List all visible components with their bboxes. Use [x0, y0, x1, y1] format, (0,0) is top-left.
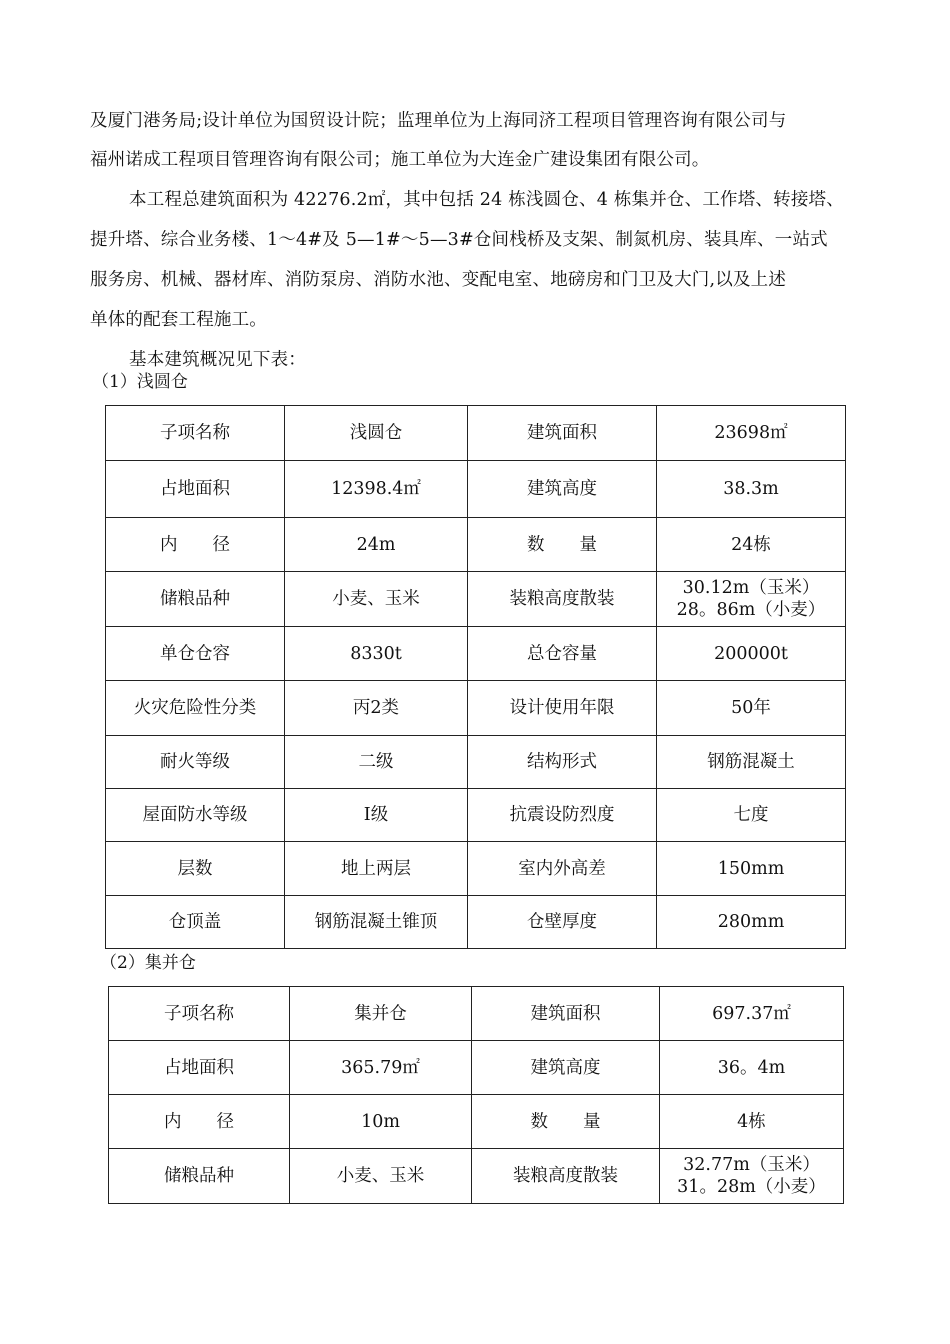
table-cell: 4栋 [660, 1095, 844, 1149]
table-cell: 储粮品种 [106, 572, 285, 627]
table-cell: 浅圆仓 [285, 406, 468, 461]
collecting-silo-spec-table [108, 986, 844, 1204]
table-cell: 内 径 [106, 518, 285, 572]
table-cell: 38.3m [657, 461, 846, 518]
table-cell: 地上两层 [285, 842, 468, 896]
table-cell: 小麦、玉米 [285, 572, 468, 627]
table-cell: 12398.4㎡ [285, 461, 468, 518]
paragraph-line-4: 提升塔、综合业务楼、1～4#及 5—1#～5—3#仓间栈桥及支架、制氮机房、装具库、一站式 [90, 230, 828, 250]
table-cell: 占地面积 [109, 1041, 290, 1095]
table-cell: 建筑面积 [472, 987, 660, 1041]
table-cell: 集并仓 [290, 987, 472, 1041]
table-row [106, 518, 846, 572]
cell-line: 30.12m（玉米） [682, 578, 820, 598]
table-row [109, 987, 844, 1041]
table-row [106, 789, 846, 842]
table-cell [660, 1149, 844, 1204]
table-cell: 装粮高度散装 [468, 572, 657, 627]
table-cell: 697.37㎡ [660, 987, 844, 1041]
section-heading-shallow-silo: （1）浅圆仓 [92, 372, 188, 392]
paragraph-line-2: 福州诺成工程项目管理咨询有限公司；施工单位为大连金广建设集团有限公司。 [90, 150, 710, 170]
table-cell: 建筑高度 [468, 461, 657, 518]
table-cell: 280mm [657, 896, 846, 949]
table-cell: 七度 [657, 789, 846, 842]
table-row [106, 406, 846, 461]
table-cell: 150mm [657, 842, 846, 896]
table-row [106, 842, 846, 896]
section-heading-collecting-silo: （2）集并仓 [100, 953, 196, 973]
table-cell: 36。4m [660, 1041, 844, 1095]
table-row [109, 1095, 844, 1149]
table-cell: 装粮高度散装 [472, 1149, 660, 1204]
table-cell: 24栋 [657, 518, 846, 572]
table-cell: 24m [285, 518, 468, 572]
table-cell [657, 572, 846, 627]
table-cell: 200000t [657, 627, 846, 681]
shallow-silo-spec-table [105, 405, 846, 949]
table-cell: Ⅰ级 [285, 789, 468, 842]
table-cell: 小麦、玉米 [290, 1149, 472, 1204]
table-cell: 建筑面积 [468, 406, 657, 461]
table-cell: 8330t [285, 627, 468, 681]
table-row [106, 572, 846, 627]
table-cell: 子项名称 [106, 406, 285, 461]
table-cell: 室内外高差 [468, 842, 657, 896]
table-cell: 建筑高度 [472, 1041, 660, 1095]
table-row [106, 461, 846, 518]
table-cell: 丙2类 [285, 681, 468, 736]
paragraph-line-5: 服务房、机械、器材库、消防泵房、消防水池、变配电室、地磅房和门卫及大门,以及上述 [90, 270, 787, 290]
table-cell: 耐火等级 [106, 736, 285, 789]
paragraph-line-3: 本工程总建筑面积为 42276.2㎡，其中包括 24 栋浅圆仓、4 栋集并仓、工作塔、转接塔、 [129, 190, 844, 210]
table-cell: 仓顶盖 [106, 896, 285, 949]
table-cell: 层数 [106, 842, 285, 896]
table-row [109, 1041, 844, 1095]
table-cell: 抗震设防烈度 [468, 789, 657, 842]
table-row [106, 736, 846, 789]
paragraph-line-1: 及厦门港务局;设计单位为国贸设计院；监理单位为上海同济工程项目管理咨询有限公司与 [90, 111, 787, 131]
table-cell: 子项名称 [109, 987, 290, 1041]
table-cell: 10m [290, 1095, 472, 1149]
table-cell: 单仓仓容 [106, 627, 285, 681]
table-cell: 钢筋混凝土锥顶 [285, 896, 468, 949]
table-cell: 50年 [657, 681, 846, 736]
table-row [109, 1149, 844, 1204]
paragraph-line-6: 单体的配套工程施工。 [90, 310, 267, 330]
table-cell: 火灾危险性分类 [106, 681, 285, 736]
table-row [106, 896, 846, 949]
table-cell: 内 径 [109, 1095, 290, 1149]
table-cell: 占地面积 [106, 461, 285, 518]
cell-line: 28。86m（小麦） [676, 600, 826, 620]
table-cell: 23698㎡ [657, 406, 846, 461]
table-cell: 总仓容量 [468, 627, 657, 681]
cell-line: 31。28m（小麦） [677, 1177, 826, 1197]
table-cell: 365.79㎡ [290, 1041, 472, 1095]
table-cell: 二级 [285, 736, 468, 789]
table-cell: 钢筋混凝土 [657, 736, 846, 789]
table-row [106, 681, 846, 736]
table-cell: 数 量 [472, 1095, 660, 1149]
table-cell: 屋面防水等级 [106, 789, 285, 842]
table-cell: 仓壁厚度 [468, 896, 657, 949]
table-row [106, 627, 846, 681]
cell-line: 32.77m（玉米） [683, 1155, 820, 1175]
table-intro-line: 基本建筑概况见下表： [129, 350, 306, 370]
table-cell: 设计使用年限 [468, 681, 657, 736]
table-cell: 结构形式 [468, 736, 657, 789]
table-cell: 储粮品种 [109, 1149, 290, 1204]
table-cell: 数 量 [468, 518, 657, 572]
